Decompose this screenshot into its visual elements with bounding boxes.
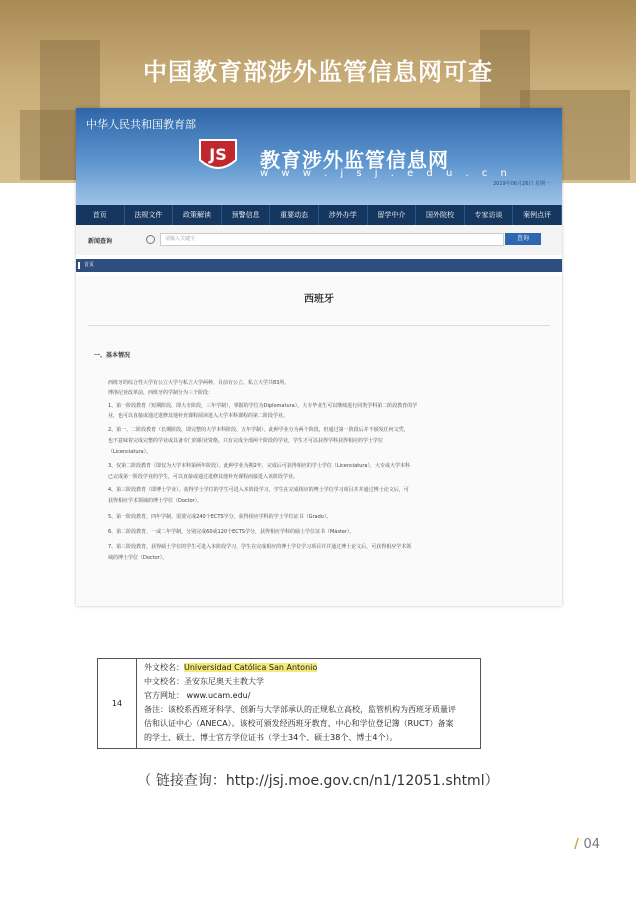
search-row [76, 225, 562, 255]
divider [88, 325, 550, 326]
search-button[interactable]: 查询 [505, 233, 541, 245]
nav-item[interactable]: 政策解读 [173, 205, 222, 225]
body-line: 4、第三阶段教育（即博士学业）。获得学士学位的学生可进入本阶段学习，学生在完成相应的博士学位学习项目并并通过博士论文后，可 [108, 487, 409, 493]
body-line: 域的博士学位（Doctor）。 [108, 555, 168, 561]
body-line: 也不意味着完成完整的学业或具备专门的职业资格。只有完成全部两个阶段的学业，学生才可以获得学科获得相应的学士学位 [108, 438, 384, 444]
article-title: 西班牙 [304, 294, 334, 305]
nav-item[interactable]: 涉外办学 [319, 205, 368, 225]
foreign-name-value: Universidad Católica San Antonio [184, 663, 318, 672]
nav-item[interactable]: 留学中介 [368, 205, 417, 225]
body-line: 西班牙的综合性大学有公立大学与私立大学两种。目前有公立、私立大学共83所。 [108, 380, 290, 386]
breadcrumb-marker [78, 262, 80, 269]
body-line: 6、第二阶段教育，一或二年学制，分别完成60或120个ECTS学分，获得相应学科的硕士学位证书（Máster）。 [108, 529, 355, 535]
nav-item[interactable]: 首页 [76, 205, 125, 225]
site-date: 2019年06月26日 星期一 [492, 181, 550, 187]
breadcrumb [76, 259, 562, 272]
jsj-logo-icon [196, 136, 240, 176]
body-line: 已完成第一阶段学业的学生，可以直接或通过进修其他补充课程而接进入该阶段学业。 [108, 474, 299, 480]
nav-item[interactable]: 案例点评 [513, 205, 562, 225]
query-link[interactable]: （ 链接查询：http://jsj.moe.gov.cn/n1/12051.shtml） [137, 773, 499, 789]
note-line: 备注：该校系西班牙科学、创新与大学部承认的正规私立高校，监管机构为西班牙质量评 [144, 705, 456, 714]
note-line: 估和认证中心（ANECA）。该校可颁发经西班牙教育、中心和学位登记簿（RUCT）备案 [144, 719, 454, 728]
body-line: 7、第三阶段教育，获得硕士学位的学生可进入本阶段学习，学生在完成相应的博士学位学习项目并并通过博士论文后，可获得相应学术领 [108, 544, 412, 550]
nav-item[interactable]: 专家访谈 [465, 205, 514, 225]
page-number: / 04 [574, 837, 600, 852]
note-line: 的学士、硕士、博士官方学位证书（学士34个、硕士38个、博士4个）。 [144, 733, 398, 742]
nav-item[interactable]: 国外院校 [416, 205, 465, 225]
svg-text:JS: JS [209, 145, 227, 164]
article-panel [76, 276, 562, 606]
entry-number: 14 [98, 659, 137, 748]
body-line: 2、第一、二阶段教育（长期阶段，即完整的大学本科阶段，五年学制）。此种学业分为两个阶段，但通过第一阶段后并不颁发任何文凭， [108, 427, 409, 433]
ministry-name: 中华人民共和国教育部 [86, 118, 196, 131]
foreign-name-label: 外文校名： [144, 663, 184, 672]
nav-item[interactable]: 法规文件 [125, 205, 174, 225]
news-search-label: 新闻查询 [88, 238, 113, 245]
page-heading: 中国教育部涉外监管信息网可查 [143, 58, 493, 86]
search-icon [146, 235, 155, 244]
body-line: 1、第一阶段教育（短期阶段，即大专阶段，三年学制），掌握的学位为Diplomatura）。大专毕业生可以继续进行同类学科第二阶段教育的学 [108, 403, 418, 409]
body-line: 业，也可以直接或通过进修其他补充课程阅读进入大学本科课程的第二阶段学业。 [108, 413, 289, 419]
foreign-name-row [144, 662, 317, 673]
school-entry-table [97, 658, 481, 749]
site-header [76, 108, 562, 205]
breadcrumb-home[interactable]: 首页 [84, 262, 95, 268]
official-website: 官方网址： www.ucam.edu/ [144, 691, 251, 700]
nav-item[interactable]: 预警信息 [222, 205, 271, 225]
page-number-value: 04 [583, 837, 600, 852]
body-line: 获得相应学术领域的博士学位（Doctor）。 [108, 498, 203, 504]
body-line: 5、第一阶段教育，四年学制，需要完成240个ECTS学分，获得相应学科的学士学位证书（Grado）。 [108, 514, 332, 520]
body-line: （Licenciatura）。 [108, 449, 152, 455]
site-nav [76, 205, 562, 225]
site-title: 教育涉外监管信息网 [260, 148, 449, 172]
site-url: w w w . j s j . e d u . c n [260, 168, 512, 179]
website-screenshot [76, 108, 562, 606]
search-input[interactable]: 请输入关键字 [160, 233, 504, 246]
nav-item[interactable]: 重要动态 [270, 205, 319, 225]
body-line: 博洛尼亚改革前，西班牙的学制分为三个阶段： [108, 390, 214, 396]
body-line: 3、仅第二阶段教育（即仅为大学本科第两年阶段）。此种学业为期2年，完成后可获得相应的学士学位（Licenciatura），大专或大学本科 [108, 463, 410, 469]
section-title: 一、基本情况 [94, 352, 131, 359]
chinese-name: 中文校名：圣安东尼奥天主教大学 [144, 677, 264, 686]
